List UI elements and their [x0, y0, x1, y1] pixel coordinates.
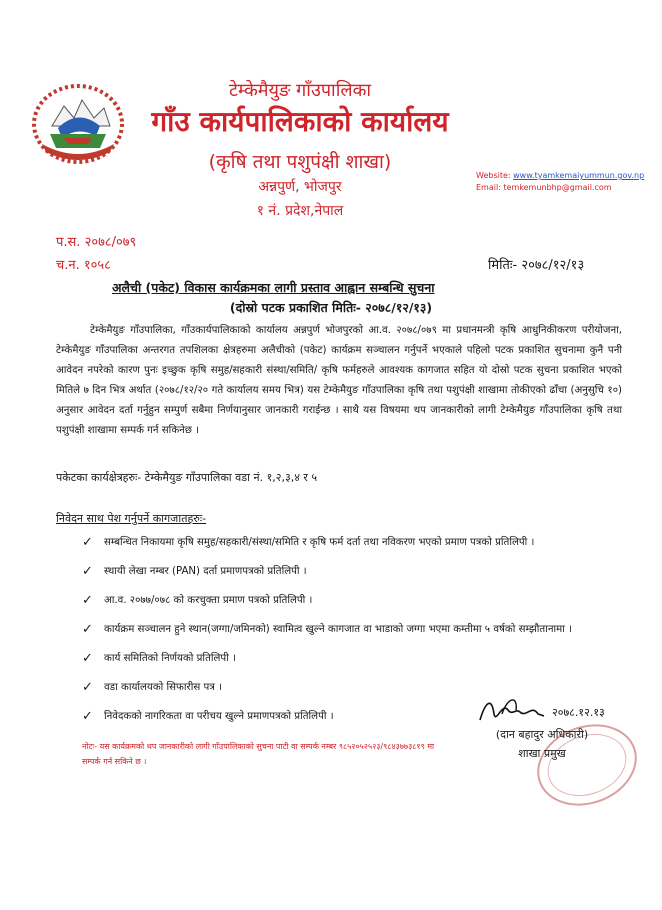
list-item: ✓ कार्य समितिको निर्णयको प्रतिलिपी ।	[82, 651, 236, 666]
government-emblem-icon	[30, 78, 126, 170]
checkmark-icon: ✓	[82, 651, 93, 666]
list-item: ✓ कार्यक्रम सञ्चालन हुने स्थान(जग्गा/जमिनको) स्वामित्व खुल्ने कागजात वा भाडाको जग्गा भएमा कम्तीमा ५ वर्षको सम्झौतानामा ।	[82, 622, 572, 637]
letter-date: मितिः- २०७८/१२/१३	[488, 258, 585, 273]
list-item: ✓ स्थायी लेखा नम्बर (PAN) दर्ता प्रमाणपत्रको प्रतिलिपी ।	[82, 564, 307, 579]
office-name: गाँउ कार्यपालिकाको कार्यालय	[151, 105, 449, 138]
website-link[interactable]: www.tyamkemaiyummun.gov.np	[513, 171, 645, 180]
branch-name: (कृषि तथा पशुपंक्षी शाखा)	[208, 151, 392, 173]
pocket-areas: पकेटका कार्यक्षेत्रहरुः- टेम्केमैयुङ गाँउपालिका वडा नं. १,२,३,४ र ५	[56, 471, 318, 484]
signature-date: २०७८.१२.१३	[552, 706, 605, 719]
email-label: Email:	[476, 183, 501, 192]
list-item: ✓ वडा कार्यालयको सिफारीस पत्र ।	[82, 680, 222, 695]
checkmark-icon: ✓	[82, 709, 93, 724]
address-line-1: अन्नपुर्ण, भोजपुर	[258, 179, 342, 195]
dispatch-number: च.न. १०५८	[56, 258, 111, 273]
documents-heading: निवेदन साथ पेश गर्नुपर्ने कागजातहरुः-	[56, 512, 207, 525]
body-paragraph: टेम्केमैयुङ गाँउपालिका, गाँउकार्यपालिकाको कार्यालय अन्नपुर्ण भोजपुरको आ.व. २०७८/०७९ मा प्रधानमन्त्री कृषि आधुनिकीकरण परीयोजना, टेम्केमैयुङ गाँउपालिका अन्तरगत तपशिलका क्षेत्रहरुमा अलैचीको (पकेट) कार्यक्रम सञ्चालन गर्नुपर्ने भएकाले पहिलो पटक प्रकाशित सुचनामा कुनै पनी आवेदन नपरेको कारण पुनः इच्छुक कृषि समुह/सहकारी संस्था/समिति/ कृषि फर्महरुले आवश्यक कागजात सहित यो दोस्रो पटक सुचना प्रकाशित भएको मितिले ७ दिन भित्र अर्थात (२०७८/१२/२० गते कार्यालय समय भित्र) यस टेम्केमैयुङ गाँउपालिका कृषि तथा पशुपंक्षी शाखामा तोकीएको ढाँचा (अनुसुचि १०) अनुसार आवेदन दर्ता गर्नुहुन सम्पुर्ण सबैमा निर्णयानुसार जानकारी गराईन्छ । साथै यस विषयमा थप जानकारीको लागी टेम्केमैयुङ गाँउपालिका कृषि तथा पशुपंक्षी शाखामा सम्पर्क गर्न सकिनेछ ।	[56, 325, 622, 436]
notice-subtitle: (दोस्रो पटक प्रकाशित मितिः- २०७८/१२/१३)	[229, 300, 433, 315]
notice-title: अलैची (पकेट) विकास कार्यक्रमका लागी प्रस्ताव आह्वान सम्बन्धि सुचना	[112, 280, 435, 295]
address-line-2: १ नं. प्रदेश,नेपाल	[256, 203, 344, 219]
list-item: ✓ सम्बन्धित निकायमा कृषि समुह/सहकारी/संस्था/समिति र कृषि फर्म दर्ता तथा नविकरण भएको प्रमाण पत्रको प्रतिलिपी ।	[82, 535, 535, 550]
signatory-title: शाखा प्रमुख	[518, 747, 566, 760]
list-item: ✓ आ.व. २०७७/०७८ को करचुक्ता प्रमाण पत्रको प्रतिलिपी ।	[82, 593, 313, 608]
municipality-name: टेम्केमैयुङ गाँउपालिका	[228, 80, 372, 101]
email-address: temkemunbhp@gmail.com	[503, 183, 612, 192]
checkmark-icon: ✓	[82, 535, 93, 550]
list-item: ✓ निवेदकको नागरिकता वा परीचय खुल्ने प्रमाणपत्रको प्रतिलिपी ।	[82, 709, 334, 724]
signatory-name: (दान बहादुर अधिकारी)	[495, 728, 589, 741]
website-label: Website:	[476, 171, 511, 180]
checkmark-icon: ✓	[82, 593, 93, 608]
checkmark-icon: ✓	[82, 622, 93, 637]
notice-body	[56, 321, 622, 441]
letter-number: प.स. २०७८/०७९	[56, 235, 137, 250]
checkmark-icon: ✓	[82, 564, 93, 579]
contact-block	[476, 170, 644, 194]
checkmark-icon: ✓	[82, 680, 93, 695]
footer-note: नोटः- यस कार्यक्रमको थप जानकारीको लागी गाँउपालिकाको सुचना पाटी वा सम्पर्क नम्बर ९८५२०५२५२३/९८४३७७३८१९ मा सम्पर्क गर्न सकिने छ ।	[82, 742, 435, 766]
